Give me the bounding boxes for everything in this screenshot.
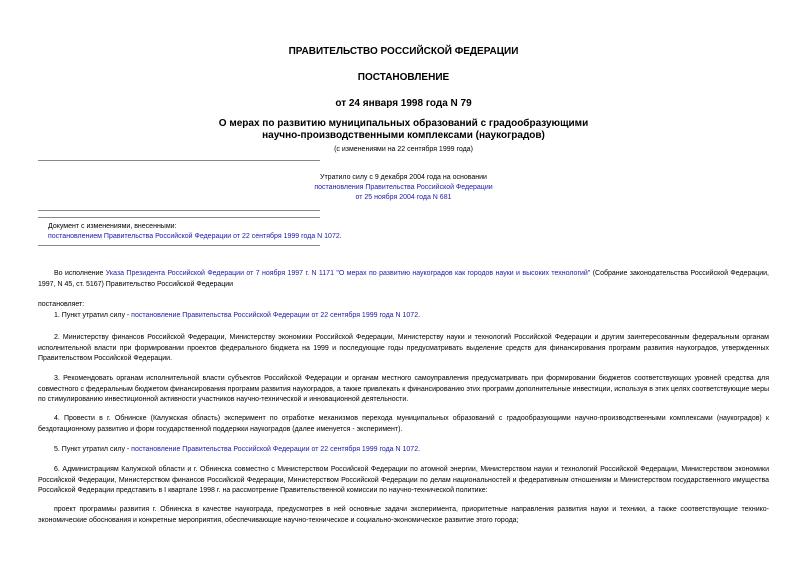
presidential-decree-link[interactable]: Указа Президента Российской Федерации от 7 ноября 1997 г. N 1171 "О мерах по развитию наукоградов как городов науки и высоких технологий" [105, 270, 591, 277]
title-line-2: научно-производственными комплексами (наукоградов) [262, 130, 545, 141]
paragraph-1 [38, 311, 769, 322]
p5-suffix: . [418, 446, 421, 453]
repeal-notice [0, 173, 807, 203]
title-line-1: О мерах по развитию муниципальных образований с градообразующими [218, 118, 589, 129]
paragraph-7: проект программы развития г. Обнинска в качестве наукограда, предусмотрев в ней основные задачи эксперимента, приоритетные направления развития науки и техники, а также соответствующие технико-экономические обоснования и конкретные мероприятия, обеспечивающие научно-техническое и социально-экономическое развитие этого города; [38, 506, 769, 524]
p1-prefix: 1. Пункт утратил силу - [54, 312, 132, 319]
amended-link[interactable]: постановлением Правительства Российской Федерации от 22 сентября 1999 года N 1072. [48, 233, 342, 240]
intro-paragraph [38, 269, 769, 290]
paragraph-4: 4. Провести в г. Обнинске (Калужская область) эксперимент по отработке механизмов перехода муниципальных образований с градообразующими научно-производственными комплексами (наукоградов) к бездотационному развитию и форм государственной поддержки наукоградов (далее именуется - эксперимент). [38, 415, 769, 433]
divider [38, 210, 320, 211]
changes-note: (с изменениями на 22 сентября 1999 года) [334, 146, 473, 153]
paragraph-6: 6. Администрациям Калужской области и г. Обнинска совместно с Министерством Российской Федерации по атомной энергии, Министерством науки и технологий Российской Федерации, Министерством экономики Российской Федерации, Министерством финансов Российской Федерации, Министерством Российской Федерации по делам национальностей и федеративным отношениям и Министерством государственного имущества Российской Федерации представить в I квартале 1998 г. на рассмотрение Правительственной комиссии по научно-технической политике: [38, 466, 769, 494]
amended-box [48, 222, 342, 242]
paragraph-3: 3. Рекомендовать органам исполнительной власти субъектов Российской Федерации и органам местного самоуправления предусматривать при формировании бюджетов соответствующих уровней средства для совместного с федеральным бюджетом финансирования программ развития наукоградов, а также привлекать к финансированию этих программ дополнительные инвестиции, используя в этих целях соответствующие меры по стимулированию инвестиционной активности участников научно-технической и инновационной деятельности. [38, 375, 769, 403]
resolves-text: постановляет: [38, 301, 85, 308]
divider [38, 160, 320, 161]
repeal-link-1[interactable]: постановления Правительства Российской Федерации [314, 184, 493, 191]
repeal-link-2[interactable]: от 25 ноября 2004 года N 681 [355, 194, 452, 201]
paragraph-5 [38, 445, 769, 456]
document-type: ПОСТАНОВЛЕНИЕ [357, 72, 450, 83]
document-title [0, 118, 807, 142]
p5-prefix: 5. Пункт утратил силу - [54, 446, 132, 453]
paragraph-2: 2. Министерству финансов Российской Федерации, Министерству экономики Российской Федерации, Министерству науки и технологий Российской Федерации и другим заинтересованным федеральным органам исполнительной власти при формировании проектов федерального бюджета на 1999 и последующие годы предусматривать выделение средств для финансирования программ развития наукоградов, утвержденных Правительством Российской Федерации. [38, 334, 769, 362]
amended-label: Документ с изменениями, внесенными: [48, 223, 177, 230]
p5-link[interactable]: постановление Правительства Российской Федерации от 22 сентября 1999 года N 1072 [131, 446, 419, 453]
government-heading: ПРАВИТЕЛЬСТВО РОССИЙСКОЙ ФЕДЕРАЦИИ [288, 46, 519, 57]
document-date-number: от 24 января 1998 года N 79 [335, 98, 472, 109]
repeal-text: Утратило силу с 9 декабря 2004 года на основании [320, 174, 487, 181]
p1-link[interactable]: постановление Правительства Российской Федерации от 22 сентября 1999 года N 1072 [131, 312, 419, 319]
intro-prefix: Во исполнение [54, 270, 106, 277]
p1-suffix: . [418, 312, 421, 319]
intro-suffix: (Собрание законодательства Российской Федерации, 1997, N 45, ст. 5167) Правительство Российской Федерации [38, 270, 770, 288]
divider [38, 217, 320, 218]
divider [38, 245, 320, 246]
